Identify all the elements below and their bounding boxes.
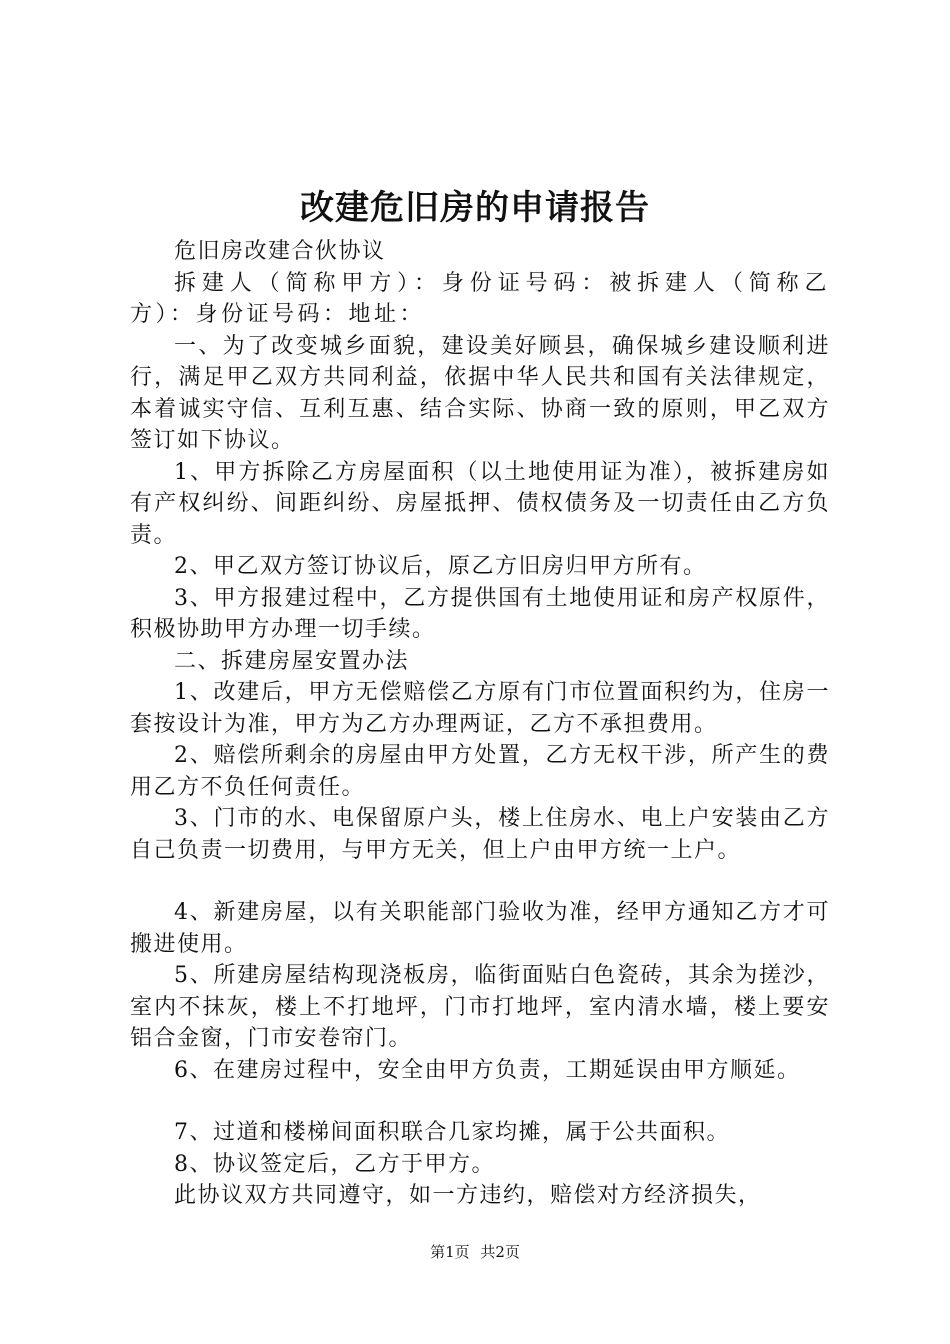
paragraph-placement-8: 8、协议签定后，乙方于甲方。 (174, 1151, 495, 1177)
paragraph-placement-5: 5、所建房屋结构现浇板房，临街面贴白色瓷砖，其余为搓沙，室内不抹灰，楼上不打地坪，门市打地坪，室内清水墙，楼上要安铝合金窗，门市安卷帘门。 (130, 963, 830, 1051)
document-title: 改建危旧房的申请报告 (300, 188, 650, 228)
paragraph-closing: 此协议双方共同遵守，如一方违约，赔偿对方经济损失， (174, 1183, 762, 1208)
paragraph-parties: 拆建人（简称甲方）：身份证号码：被拆建人（简称乙方）：身份证号码：地址： (130, 270, 830, 327)
paragraph-placement-2: 2、赔偿所剩余的房屋由甲方处置，乙方无权干涉，所产生的费用乙方不负任何责任。 (130, 743, 830, 800)
paragraph-item-3: 3、甲方报建过程中，乙方提供国有土地使用证和房产权原件，积极协助甲方办理一切手续。 (130, 585, 830, 642)
paragraph-subtitle: 危旧房改建合伙协议 (174, 239, 386, 264)
paragraph-section-one: 一、为了改变城乡面貌，建设美好顾县，确保城乡建设顺利进行，满足甲乙双方共同利益，依据中华人民共和国有关法律规定，本着诚实守信、互利互惠、结合实际、协商一致的原则，甲乙双方签订如下协议。 (130, 333, 830, 453)
paragraph-item-2: 2、甲乙双方签订协议后，原乙方旧房归甲方所有。 (174, 554, 707, 579)
paragraph-placement-6: 6、在建房过程中，安全由甲方负责，工期延误由甲方顺延。 (174, 1057, 801, 1083)
paragraph-placement-3: 3、门市的水、电保留原户头，楼上住房水、电上户安装由乙方自己负责一切费用，与甲方无关，但上户由甲方统一上户。 (130, 806, 830, 863)
paragraph-placement-4: 4、新建房屋，以有关职能部门验收为准，经甲方通知乙方才可搬进使用。 (130, 900, 830, 957)
document-body (130, 236, 830, 1212)
page-footer (0, 1242, 950, 1262)
paragraph-placement-7: 7、过道和楼梯间面积联合几家均摊，属于公共面积。 (174, 1120, 730, 1145)
paragraph-section-two: 二、拆建房屋安置办法 (174, 648, 410, 674)
paragraph-placement-1: 1、改建后，甲方无偿赔偿乙方原有门市位置面积约为，住房一套按设计为准，甲方为乙方办理两证，乙方不承担费用。 (130, 680, 830, 737)
page-number: 第1页 (430, 1243, 470, 1261)
paragraph-item-1: 1、甲方拆除乙方房屋面积（以土地使用证为准），被拆建房如有产权纠纷、间距纠纷、房屋抵押、债权债务及一切责任由乙方负责。 (130, 459, 830, 548)
page-total: 共2页 (480, 1243, 520, 1261)
